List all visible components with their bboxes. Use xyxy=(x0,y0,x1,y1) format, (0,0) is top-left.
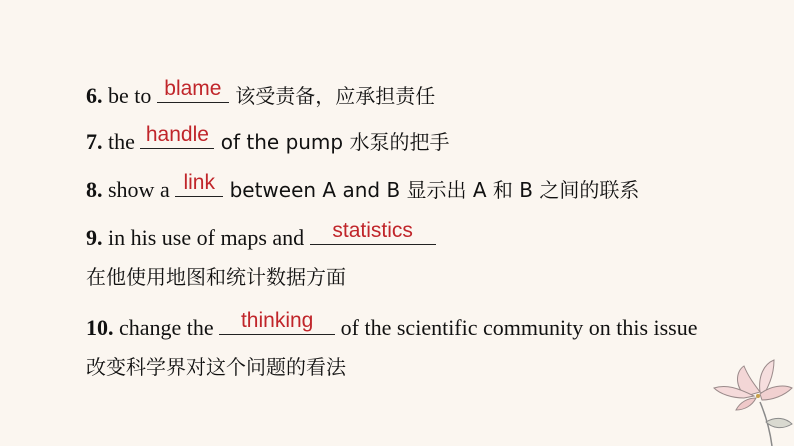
item-text-before: show a xyxy=(102,177,176,202)
lotus-icon xyxy=(674,336,794,446)
item-text-before: the xyxy=(102,129,141,154)
item-6 xyxy=(86,78,435,111)
item-10 xyxy=(86,310,698,343)
item-text-before: change the xyxy=(113,315,220,340)
item-number: 8. xyxy=(86,177,103,202)
item-10-translation: 改变科学界对这个问题的看法 xyxy=(86,355,346,379)
answer-blank xyxy=(175,172,223,197)
answer-text: handle xyxy=(145,123,209,146)
item-text-after: 该受责备，应承担责任 xyxy=(228,84,436,108)
item-text-after: of the scientific community on this issue xyxy=(335,315,698,340)
item-text-before: in his use of maps and xyxy=(102,225,310,250)
answer-blank xyxy=(310,220,436,245)
item-text-after: between A and B 显示出 A 和 B 之间的联系 xyxy=(223,178,640,202)
item-text-after: of the pump 水泵的把手 xyxy=(214,130,450,154)
item-9 xyxy=(86,220,436,253)
answer-blank xyxy=(157,78,229,103)
answer-text: thinking xyxy=(240,309,314,332)
item-number: 10. xyxy=(86,315,114,340)
item-8 xyxy=(86,172,639,205)
answer-blank xyxy=(140,124,214,149)
item-text-before: be to xyxy=(102,83,157,108)
answer-text: link xyxy=(183,171,215,194)
answer-blank xyxy=(219,310,335,335)
answer-text: blame xyxy=(164,77,222,100)
item-number: 6. xyxy=(86,83,103,108)
item-number: 7. xyxy=(86,129,103,154)
item-9-translation: 在他使用地图和统计数据方面 xyxy=(86,265,346,289)
answer-text: statistics xyxy=(332,219,413,242)
item-number: 9. xyxy=(86,225,103,250)
item-7 xyxy=(86,124,449,157)
